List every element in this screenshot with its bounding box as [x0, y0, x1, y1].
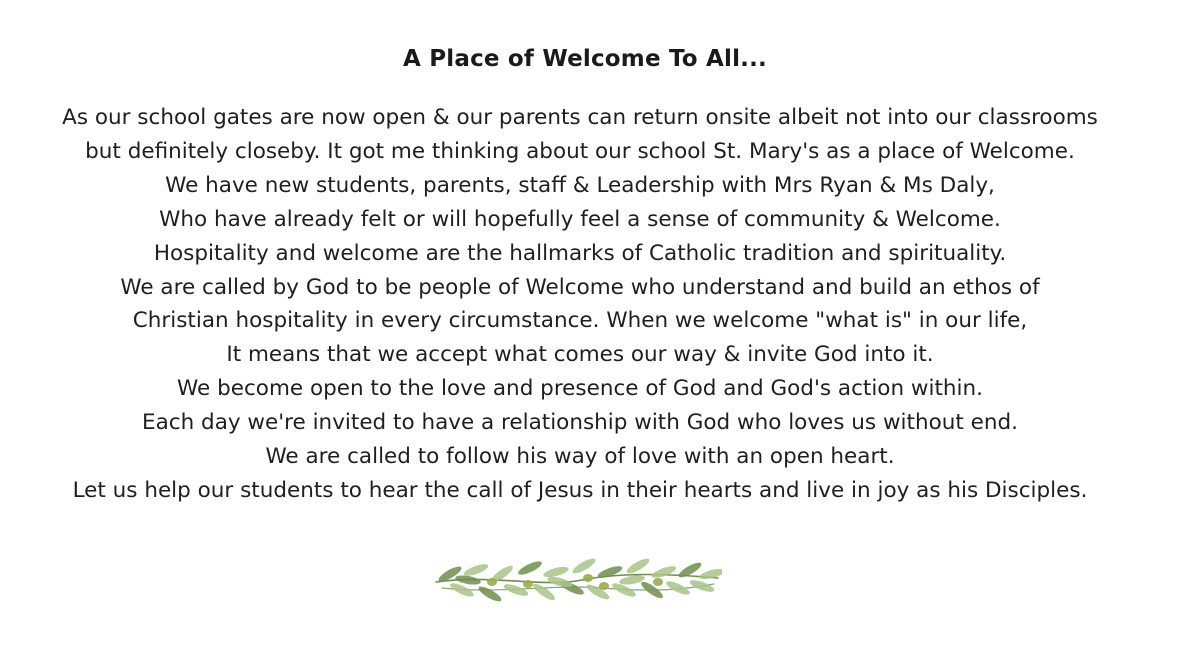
olive	[487, 578, 497, 586]
text-line: Hospitality and welcome are the hallmarks of Catholic tradition and spirituality.	[153, 240, 1007, 266]
leaf	[650, 564, 677, 580]
olive	[599, 582, 609, 590]
text-line: We have new students, parents, staff & Leadership with Mrs Ryan & Ms Daly,	[165, 172, 995, 198]
olive-branch-icon	[432, 544, 722, 616]
text-line: Christian hospitality in every circumstance. When we welcome "what is" in our life,	[132, 308, 1028, 334]
leaf	[688, 578, 715, 594]
leaf	[542, 565, 569, 579]
page-title: A Place of Welcome To All...	[403, 46, 767, 72]
text-line: As our school gates are now open & our parents can return onsite albeit not into our classrooms	[62, 105, 1098, 130]
olive	[583, 574, 593, 582]
text-line: Each day we're invited to have a relationship with God who loves us without end.	[142, 410, 1018, 436]
olive	[653, 578, 663, 586]
leaf	[571, 556, 598, 576]
text-line: but definitely closeby. It got me thinking about our school St. Mary's as a place of Welcome.	[85, 138, 1075, 164]
leaf	[477, 584, 504, 604]
leaf	[625, 556, 652, 576]
text-line: It means that we accept what comes our way & invite God into it.	[226, 342, 934, 368]
leaf	[596, 564, 623, 580]
leaf	[698, 567, 722, 581]
text-line: We are called by God to be people of Welcome who understand and build an ethos of	[120, 274, 1040, 300]
body-text	[0, 101, 1160, 508]
text-line: We are called to follow his way of love with an open heart.	[265, 444, 895, 470]
text-line: We become open to the love and presence of God and God's action within.	[177, 376, 983, 402]
text-line: Who have already felt or will hopefully feel a sense of community & Welcome.	[159, 206, 1001, 232]
olive	[523, 580, 533, 588]
text-line: Let us help our students to hear the call of Jesus in their hearts and live in joy as his Disciples.	[72, 477, 1088, 503]
leaf	[517, 559, 544, 577]
leaf	[531, 581, 557, 602]
